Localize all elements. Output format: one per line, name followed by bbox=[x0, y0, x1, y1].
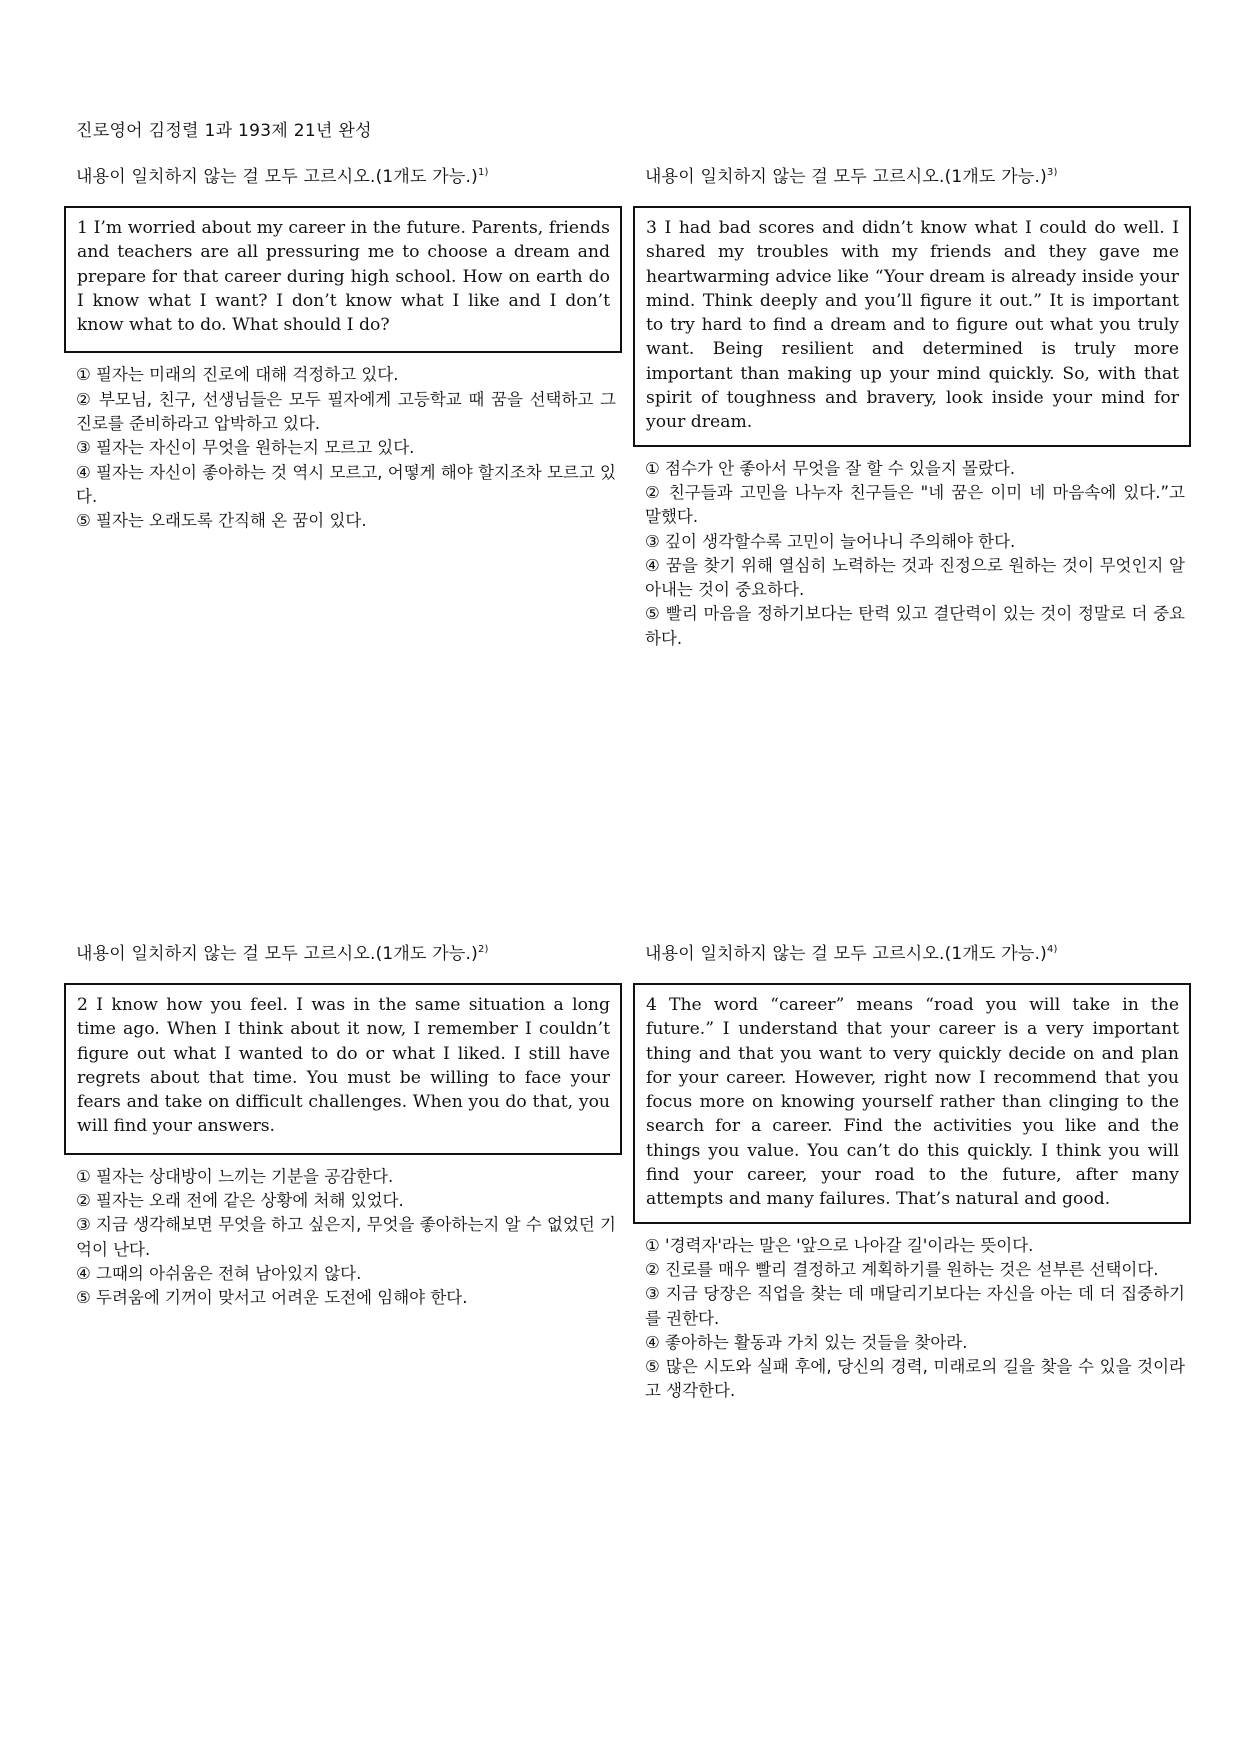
passage-text: 4 The word “career” means “road you will take in the future.” I understand that your career is a very important thing and that you want to very quickly decide on and plan for your career. However, right now I recommend that you focus more on knowing yourself rather than clinging to the search for a career. Find the activities you like and the things you value. You can’t do this quickly. I think you will find your career, your road to the future, after many attempts and many failures. That’s natural and good. bbox=[646, 995, 1179, 1210]
question-instruction bbox=[645, 940, 1191, 964]
footnote-marker: 3) bbox=[1046, 167, 1058, 178]
choice-1[interactable]: ① 점수가 안 좋아서 무엇을 잘 할 수 있을지 몰랐다. bbox=[645, 458, 1016, 478]
document-title: 진로영어 김정렬 1과 193제 21년 완성 bbox=[76, 121, 372, 141]
choice-2[interactable]: ② 친구들과 고민을 나누자 친구들은 "네 꿈은 이미 네 마음속에 있다.”고 말했다. bbox=[645, 482, 1185, 527]
passage-text: 2 I know how you feel. I was in the same situation a long time ago. When I think about it now, I remember I couldn’t figure out what I wanted to do or what I liked. I still have regrets about that time. You must be willing to face your fears and take on difficult challenges. When you do that, you will find your answers. bbox=[77, 995, 610, 1137]
question-4 bbox=[633, 940, 1191, 1404]
passage-box bbox=[64, 206, 622, 353]
choice-1[interactable]: ① 필자는 미래의 진로에 대해 걱정하고 있다. bbox=[76, 365, 399, 385]
footnote-marker: 1) bbox=[477, 167, 489, 178]
choice-5[interactable]: ⑤ 두려움에 기꺼이 맞서고 어려운 도전에 임해야 한다. bbox=[76, 1288, 468, 1308]
passage-box bbox=[633, 983, 1191, 1224]
choice-3[interactable]: ③ 깊이 생각할수록 고민이 늘어나니 주의해야 한다. bbox=[645, 531, 1016, 551]
question-instruction bbox=[76, 940, 622, 964]
passage-text: 3 I had bad scores and didn’t know what I could do well. I shared my troubles with my friends and they gave me heartwarming advice like “Your dream is already inside your mind. Think deeply and you’ll figure it out.” It is important to try hard to find a dream and to figure out what you truly want. Being resilient and determined is truly more important than making up your mind quickly. So, with that spirit of toughness and bravery, look inside your mind for your dream. bbox=[646, 218, 1179, 433]
question-3 bbox=[633, 163, 1191, 651]
choice-5[interactable]: ⑤ 필자는 오래도록 간직해 온 꿈이 있다. bbox=[76, 511, 367, 531]
instruction-text: 내용이 일치하지 않는 걸 모두 고르시오.(1개도 가능.) bbox=[645, 167, 1047, 187]
question-instruction bbox=[645, 163, 1191, 187]
choice-list bbox=[76, 363, 616, 533]
instruction-text: 내용이 일치하지 않는 걸 모두 고르시오.(1개도 가능.) bbox=[76, 944, 478, 964]
choice-2[interactable]: ② 진로를 매우 빨리 결정하고 계획하기를 원하는 것은 섣부른 선택이다. bbox=[645, 1259, 1159, 1279]
choice-list bbox=[645, 1234, 1185, 1404]
choice-1[interactable]: ① 필자는 상대방이 느끼는 기분을 공감한다. bbox=[76, 1166, 394, 1186]
choice-list bbox=[76, 1165, 616, 1311]
instruction-text: 내용이 일치하지 않는 걸 모두 고르시오.(1개도 가능.) bbox=[645, 944, 1047, 964]
choice-4[interactable]: ④ 필자는 자신이 좋아하는 것 역시 모르고, 어떻게 해야 할지조차 모르고 있다. bbox=[76, 462, 616, 506]
choice-2[interactable]: ② 필자는 오래 전에 같은 상황에 처해 있었다. bbox=[76, 1191, 404, 1211]
footnote-marker: 4) bbox=[1046, 944, 1058, 955]
question-instruction bbox=[76, 163, 622, 187]
question-2 bbox=[64, 940, 622, 1311]
choice-3[interactable]: ③ 지금 생각해보면 무엇을 하고 싶은지, 무엇을 좋아하는지 알 수 없었던 기억이 난다. bbox=[76, 1215, 616, 1259]
choice-4[interactable]: ④ 꿈을 찾기 위해 열심히 노력하는 것과 진정으로 원하는 것이 무엇인지 알아내는 것이 중요하다. bbox=[645, 555, 1185, 600]
choice-2[interactable]: ② 부모님, 친구, 선생님들은 모두 필자에게 고등학교 때 꿈을 선택하고 그 진로를 준비하라고 압박하고 있다. bbox=[76, 389, 616, 434]
choice-3[interactable]: ③ 필자는 자신이 무엇을 원하는지 모르고 있다. bbox=[76, 438, 415, 458]
passage-box bbox=[633, 206, 1191, 447]
passage-text: 1 I’m worried about my career in the future. Parents, friends and teachers are all pressuring me to choose a dream and prepare for that career during high school. How on earth do I know what I want? I don’t know what I like and I don’t know what to do. What should I do? bbox=[77, 218, 610, 336]
choice-3[interactable]: ③ 지금 당장은 직업을 찾는 데 매달리기보다는 자신을 아는 데 더 집중하기를 권한다. bbox=[645, 1284, 1185, 1328]
passage-box bbox=[64, 983, 622, 1155]
choice-5[interactable]: ⑤ 많은 시도와 실패 후에, 당신의 경력, 미래로의 길을 찾을 수 있을 것이라고 생각한다. bbox=[645, 1357, 1185, 1401]
choice-list bbox=[645, 457, 1185, 651]
instruction-text: 내용이 일치하지 않는 걸 모두 고르시오.(1개도 가능.) bbox=[76, 167, 478, 187]
footnote-marker: 2) bbox=[477, 944, 489, 955]
choice-4[interactable]: ④ 좋아하는 활동과 가치 있는 것들을 찾아라. bbox=[645, 1332, 968, 1352]
question-1 bbox=[64, 163, 622, 534]
choice-5[interactable]: ⑤ 빨리 마음을 정하기보다는 탄력 있고 결단력이 있는 것이 정말로 더 중요하다. bbox=[645, 604, 1185, 648]
choice-4[interactable]: ④ 그때의 아쉬움은 전혀 남아있지 않다. bbox=[76, 1263, 362, 1283]
choice-1[interactable]: ① '경력자'라는 말은 '앞으로 나아갈 길'이라는 뜻이다. bbox=[645, 1235, 1034, 1255]
